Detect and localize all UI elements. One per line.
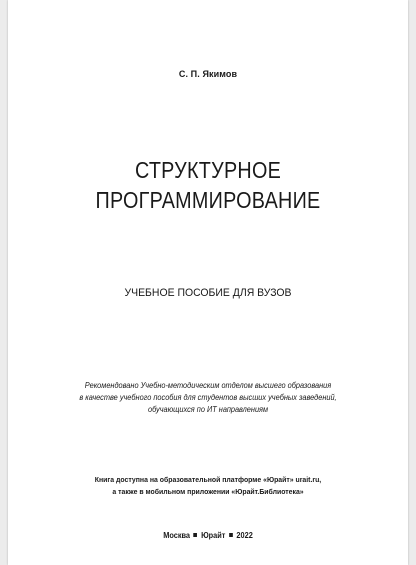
separator-square-icon <box>229 533 233 537</box>
availability-line-2: а также в мобильном приложении «Юрайт.Библиотека» <box>112 487 304 496</box>
imprint <box>24 531 392 540</box>
book-title <box>36 155 380 215</box>
book-subtitle: УЧЕБНОЕ ПОСОБИЕ ДЛЯ ВУЗОВ <box>124 287 292 299</box>
imprint-city: Москва <box>163 531 191 540</box>
availability-note <box>24 474 392 498</box>
recommendation-line-2: в качестве учебного пособия для студентов высших учебных заведений, <box>79 393 337 402</box>
recommendation-line-1: Рекомендовано Учебно-методическим отделом высшего образования <box>84 381 332 390</box>
recommendation-line-3: обучающихся по ИТ направлениям <box>147 405 269 414</box>
imprint-publisher: Юрайт <box>201 531 226 540</box>
title-page <box>8 0 408 565</box>
book-title-line-2: ПРОГРАММИРОВАНИЕ <box>95 187 321 213</box>
author-name: С. П. Якимов <box>178 69 238 79</box>
separator-square-icon <box>194 533 198 537</box>
book-title-line-1: СТРУКТУРНОЕ <box>134 157 282 183</box>
imprint-year: 2022 <box>236 531 253 540</box>
recommendation-note <box>24 380 392 416</box>
availability-line-1: Книга доступна на образовательной платформе «Юрайт» urait.ru, <box>94 475 322 484</box>
